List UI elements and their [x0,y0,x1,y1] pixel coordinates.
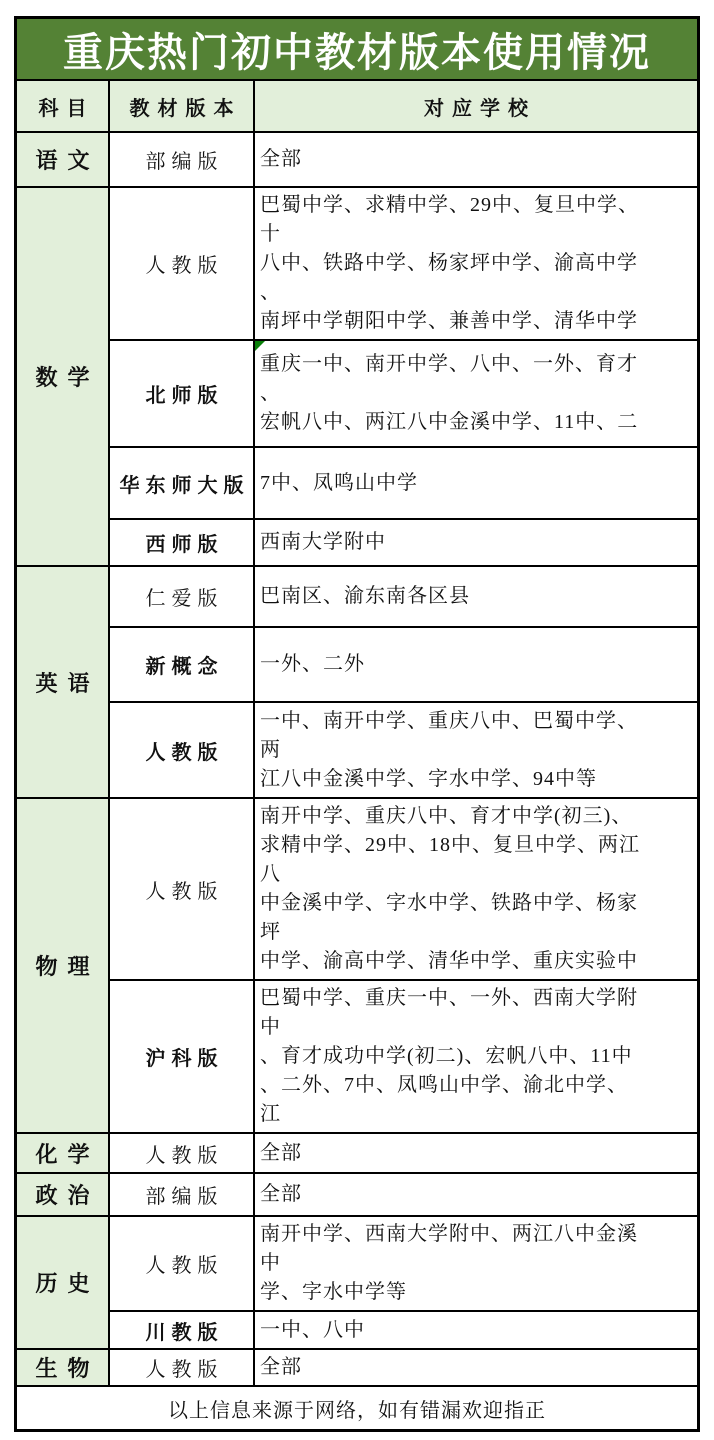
school-line: 中金溪中学、字水中学、铁路中学、杨家 [260,892,638,914]
school-line: 7中、凤鸣山中学 [260,471,418,494]
school-line: 坪 [260,921,281,943]
schools-cell [254,1311,698,1349]
school-line: 全部 [260,1141,302,1164]
school-line: 江 [260,1103,281,1125]
version-cell: 西师版 [109,519,254,566]
school-line: 中 [260,1252,281,1274]
school-line: 中学、渝高中学、清华中学、重庆实验中 [260,950,638,972]
subject-cell: 数学 [16,187,109,566]
table-row [16,519,698,566]
version-cell: 人教版 [109,798,254,980]
table-row [16,566,698,627]
school-line: 全部 [260,148,302,170]
version-cell: 部编版 [109,1173,254,1216]
version-cell: 人教版 [109,1216,254,1311]
school-line: 、育才成功中学(初二)、宏帆八中、11中 [260,1045,633,1067]
school-line: 重庆一中、南开中学、八中、一外、育才 [260,353,638,375]
school-line: 南开中学、重庆八中、育才中学(初三)、 [260,805,633,827]
header-row [16,80,698,132]
school-line: 南坪中学朝阳中学、兼善中学、清华中学 [260,310,638,332]
schools-cell [254,447,698,519]
table-row [16,1173,698,1216]
table-row [16,1311,698,1349]
school-line: 求精中学、29中、18中、复旦中学、两江 [260,834,640,856]
school-line: 全部 [260,1183,302,1205]
subject-cell: 历史 [16,1216,109,1349]
table-row [16,627,698,702]
version-cell: 人教版 [109,702,254,798]
table-row [16,187,698,340]
table-row [16,702,698,798]
schools-cell [254,702,698,798]
school-line: 一外、二外 [260,653,365,675]
school-line: 、二外、7中、凤鸣山中学、渝北中学、 [260,1074,628,1096]
school-line: 、 [260,382,281,404]
schools-cell [254,1216,698,1311]
schools-cell [254,1349,698,1386]
textbook-table [14,16,700,1432]
schools-cell [254,519,698,566]
subject-cell: 语文 [16,132,109,187]
table-row [16,980,698,1133]
schools-cell [254,798,698,980]
column-header-version: 教材版本 [109,80,254,132]
school-line: 全部 [260,1356,302,1378]
schools-cell [254,627,698,702]
schools-cell [254,340,698,447]
schools-cell [254,980,698,1133]
version-cell: 仁爱版 [109,566,254,627]
school-line: 学、字水中学等 [260,1281,407,1303]
version-cell: 沪科版 [109,980,254,1133]
school-line: 八 [260,863,281,885]
table-row [16,1133,698,1173]
table-row [16,1216,698,1311]
school-line: 西南大学附中 [260,531,386,553]
schools-cell [254,1133,698,1173]
table-row [16,340,698,447]
footer-row [16,1386,698,1430]
school-line: 巴蜀中学、求精中学、29中、复旦中学、 [260,194,639,216]
version-cell: 新概念 [109,627,254,702]
school-line: 八中、铁路中学、杨家坪中学、渝高中学 [260,252,638,274]
table-row [16,1349,698,1386]
version-cell: 川教版 [109,1311,254,1349]
schools-cell [254,187,698,340]
school-line: 宏帆八中、两江八中金溪中学、11中、二 [260,411,639,433]
subject-cell: 物理 [16,798,109,1133]
subject-cell: 化学 [16,1133,109,1173]
school-line: 十 [260,223,281,245]
school-line: 巴蜀中学、重庆一中、一外、西南大学附 [260,987,638,1009]
table-row [16,132,698,187]
schools-cell [254,1173,698,1216]
version-cell: 部编版 [109,132,254,187]
data-table [15,79,699,1431]
table-body [16,132,698,1386]
version-cell: 华东师大版 [109,447,254,519]
school-line: 两 [260,738,281,761]
schools-cell [254,132,698,187]
school-line: 江八中金溪中学、字水中学、94中等 [260,767,597,790]
school-line: 、 [260,281,281,303]
school-line: 南开中学、西南大学附中、两江八中金溪 [260,1223,638,1245]
version-cell: 人教版 [109,187,254,340]
comment-marker-icon [255,341,265,351]
school-line: 中 [260,1016,281,1038]
subject-cell: 政治 [16,1173,109,1216]
version-cell: 人教版 [109,1133,254,1173]
schools-cell [254,566,698,627]
subject-cell: 英语 [16,566,109,798]
table-row [16,447,698,519]
table-row [16,798,698,980]
page-title: 重庆热门初中教材版本使用情况 [15,17,699,79]
school-line: 一中、南开中学、重庆八中、巴蜀中学、 [260,709,638,732]
version-cell: 北师版 [109,340,254,447]
school-line: 一中、八中 [260,1318,365,1341]
version-cell: 人教版 [109,1349,254,1386]
school-line: 巴南区、渝东南各区县 [260,585,470,607]
column-header-subject: 科目 [16,80,109,132]
subject-cell: 生物 [16,1349,109,1386]
footer-note: 以上信息来源于网络，如有错漏欢迎指正 [16,1386,698,1430]
column-header-schools: 对应学校 [254,80,698,132]
